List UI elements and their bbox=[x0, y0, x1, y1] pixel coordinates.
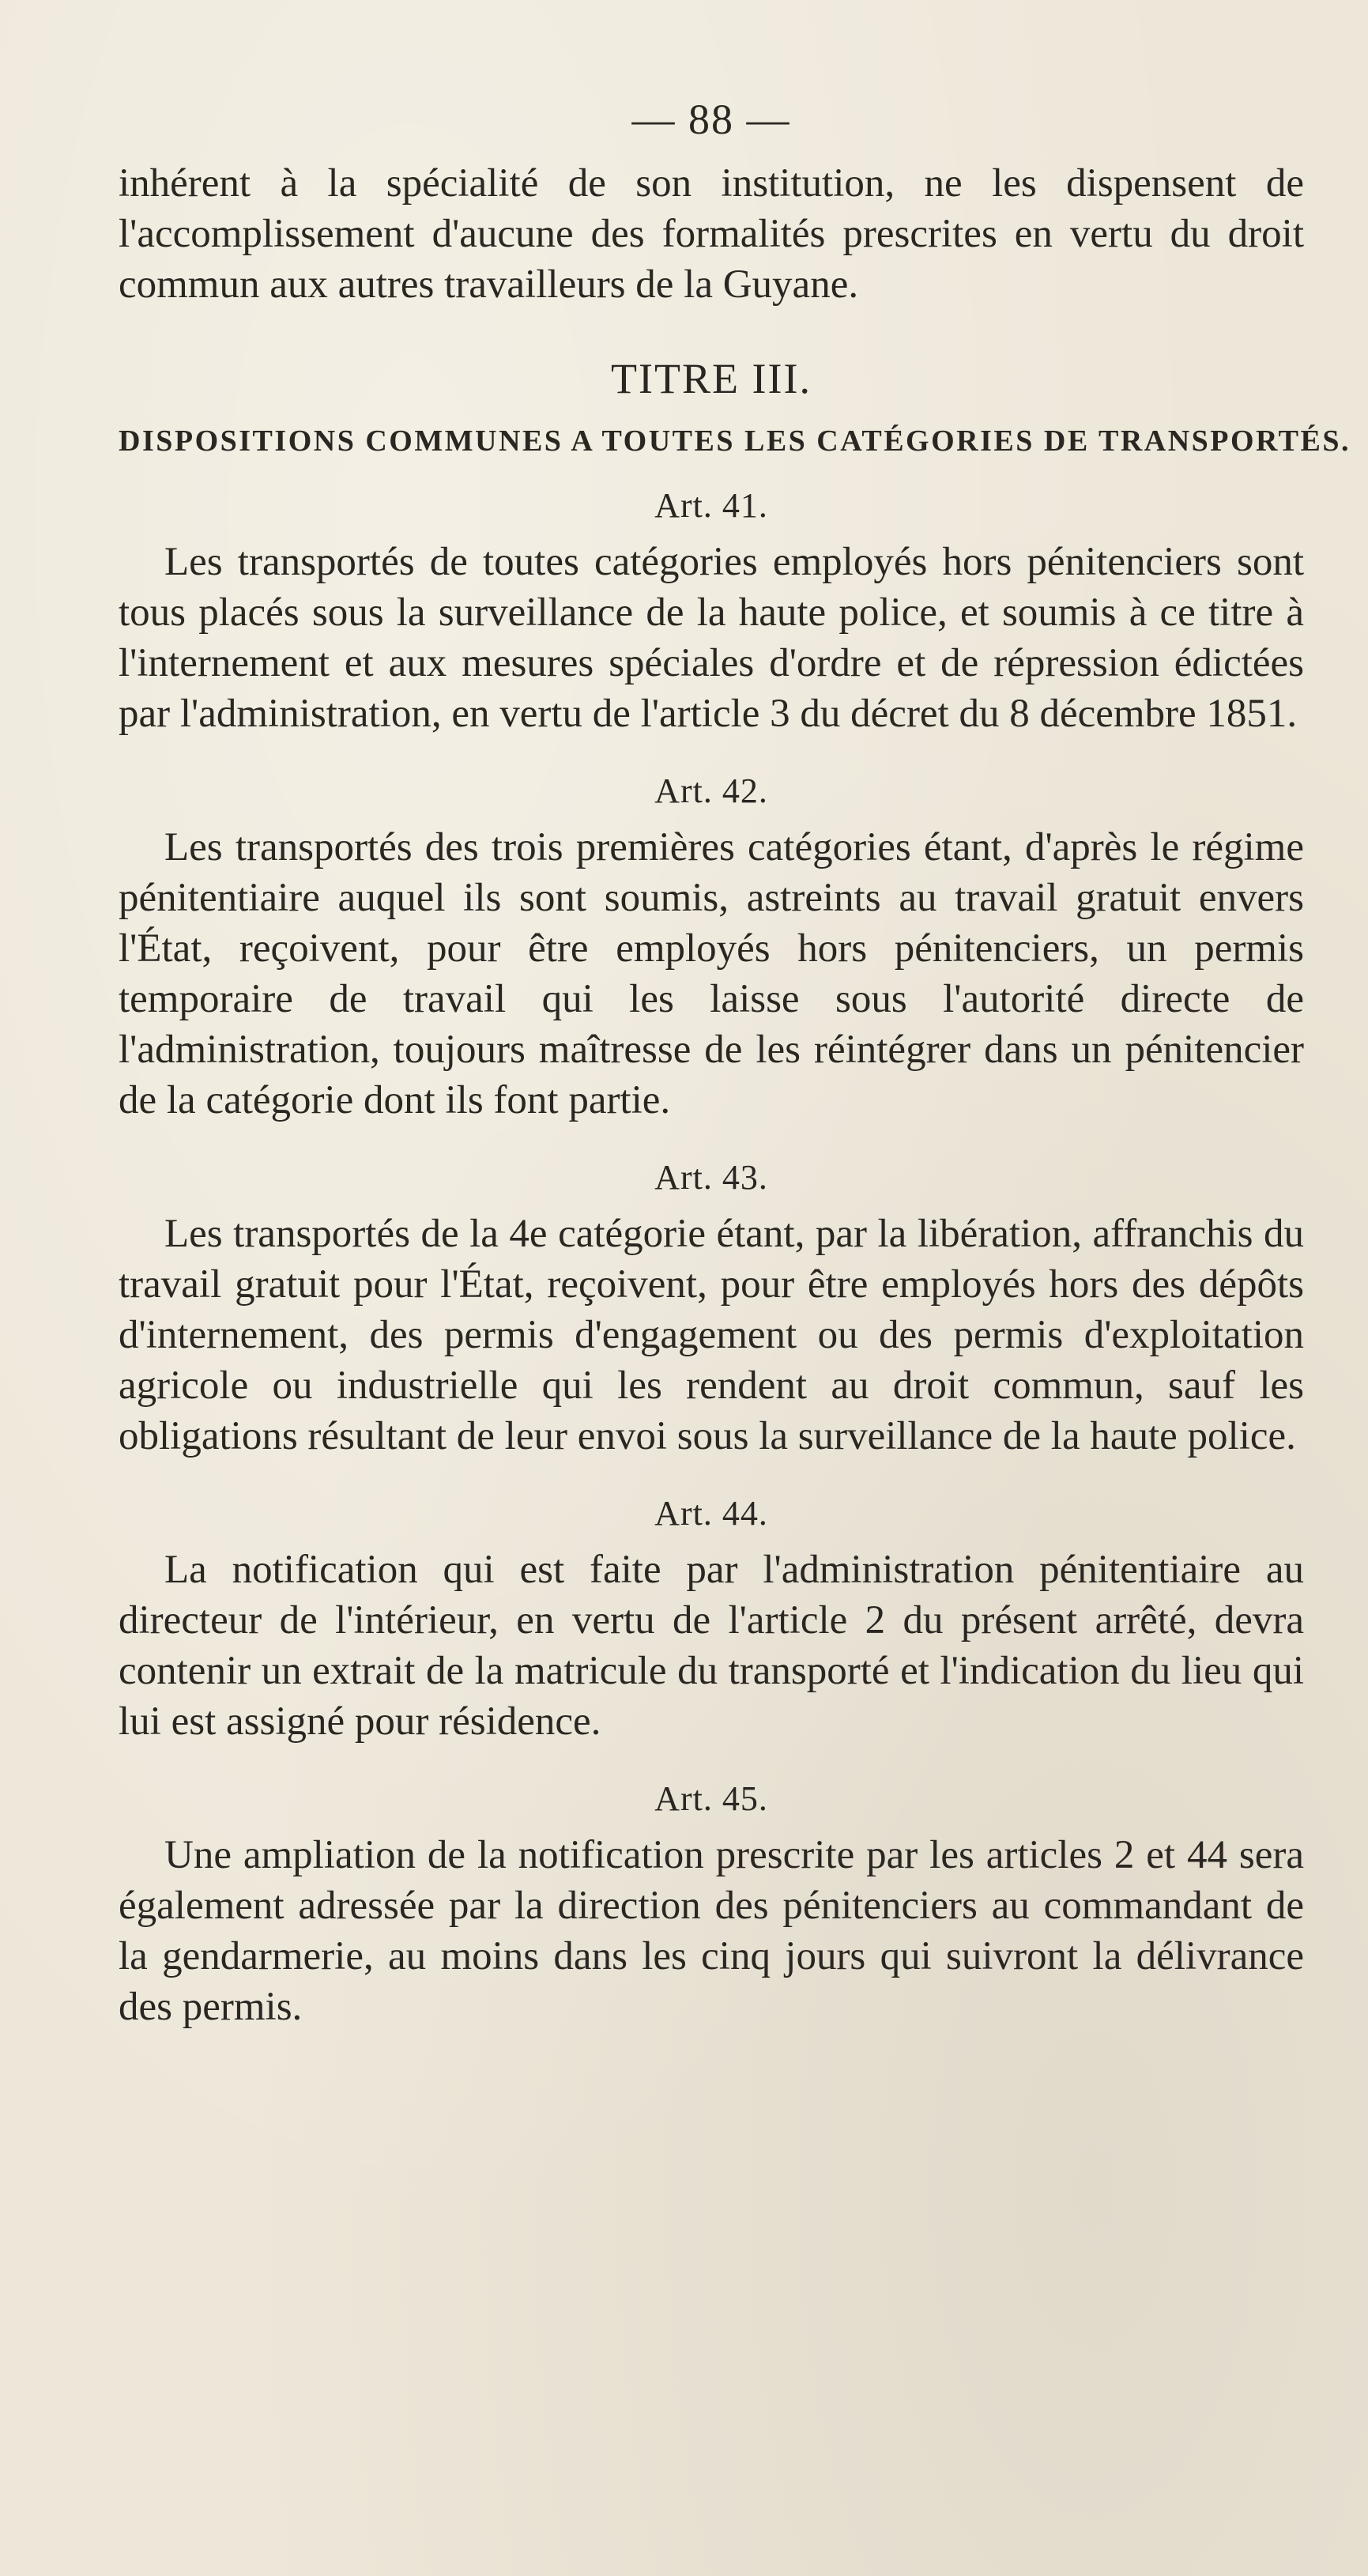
article-text: Les transportés de la 4e catégorie étant, par la libération, affranchis du travail gratuit pour l'État, reçoivent, pour être employés hors des dépôts d'internement, des permis d'engagement ou des permis d'exploitation agricole ou industrielle qui les rendent au droit commun, sauf les obligations résultant de leur envoi sous la surveillance de la haute police. bbox=[119, 1212, 1304, 1458]
article-heading: Art. 45. bbox=[654, 1779, 768, 1818]
article-text: Les transportés de toutes catégories employés hors pénitenciers sont tous placés sous la surveillance de la haute police, et soumis à ce titre à l'internement et aux mesures spéciales d'ordre et de répression édictées par l'administration, en vertu de l'article 3 du décret du 8 décembre 1851. bbox=[119, 540, 1304, 736]
article-heading: Art. 41. bbox=[654, 486, 768, 525]
article-text: Les transportés des trois premières catégories étant, d'après le régime pénitentiaire auquel ils sont soumis, astreints au travail gratuit envers l'État, reçoivent, pour être employés hors pénitenciers, un permis temporaire de travail qui les laisse sous l'autorité directe de l'administration, toujours maîtresse de les réintégrer dans un pénitencier de la catégorie dont ils font partie. bbox=[119, 825, 1304, 1122]
section-subtitle: DISPOSITIONS COMMUNES A TOUTES LES CATÉGORIES DE TRANSPORTÉS. bbox=[119, 424, 1351, 458]
article-heading: Art. 42. bbox=[654, 771, 768, 810]
article-text: Une ampliation de la notification prescrite par les articles 2 et 44 sera également adressée par la direction des pénitenciers au commandant de la gendarmerie, au moins dans les cinq jours qui suivront la délivrance des permis. bbox=[119, 1833, 1304, 2029]
article-heading: Art. 43. bbox=[654, 1158, 768, 1197]
intro-paragraph: inhérent à la spécialité de son institution, ne les dispensent de l'accomplissement d'aucune des formalités prescrites en vertu du droit commun aux autres travailleurs de la Guyane. bbox=[119, 161, 1304, 307]
section-title: TITRE III. bbox=[611, 355, 812, 402]
article-heading: Art. 44. bbox=[654, 1494, 768, 1533]
article-text: La notification qui est faite par l'administration pénitentiaire au directeur de l'intérieur, en vertu de l'article 2 du présent arrêté, devra contenir un extrait de la matricule du transporté et l'indication du lieu qui lui est assigné pour résidence. bbox=[119, 1548, 1304, 1744]
page-number: — 88 — bbox=[631, 96, 791, 143]
document-page bbox=[119, 95, 1351, 2032]
